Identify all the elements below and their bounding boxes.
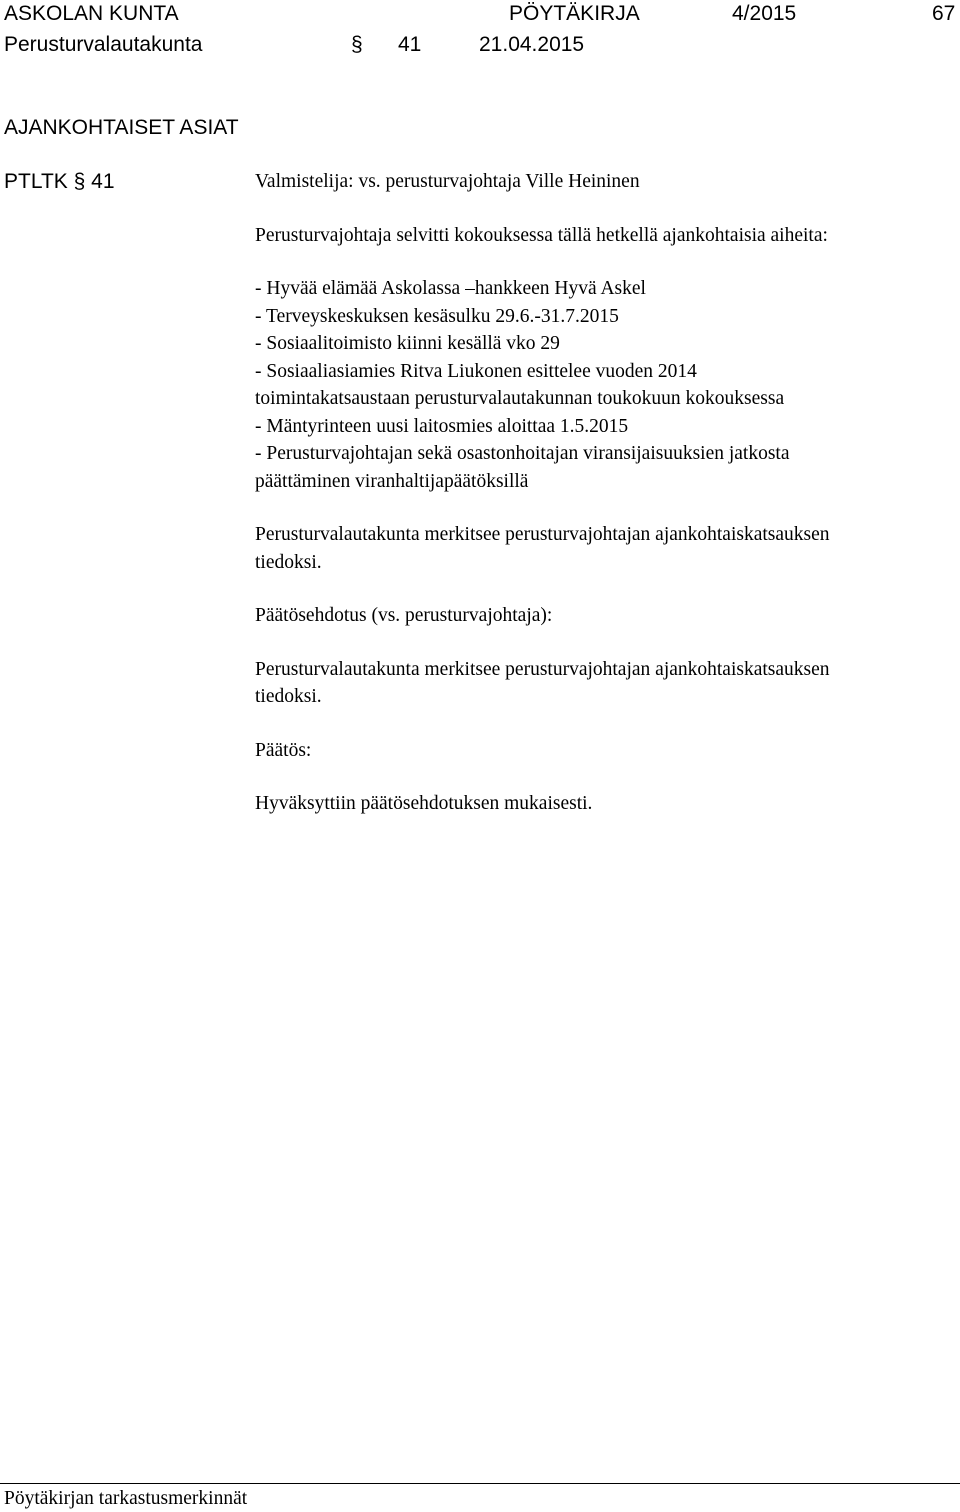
body-line: - Hyvää elämää Askolassa –hankkeen Hyvä Askel	[255, 278, 646, 299]
body-line: tiedoksi.	[255, 686, 322, 707]
body-line: - Sosiaalitoimisto kiinni kesällä vko 29	[255, 333, 560, 354]
document-type: PÖYTÄKIRJA	[509, 2, 640, 25]
body-line: tiedoksi.	[255, 551, 322, 573]
paragraph-gap	[255, 249, 955, 275]
document-number: 4/2015	[732, 2, 797, 25]
section-code: PTLTK § 41	[4, 170, 115, 193]
section-symbol: §	[351, 33, 363, 56]
body-line: Päätösehdotus (vs. perusturvajohtaja):	[255, 605, 553, 626]
committee-name: Perusturvalautakunta	[4, 33, 203, 56]
body-line: - Perusturvajohtajan sekä osastonhoitajan viransijaisuuksien jatkosta	[255, 443, 790, 464]
paragraph-gap	[255, 711, 955, 737]
body-line: - Terveyskeskuksen kesäsulku 29.6.-31.7.2015	[255, 305, 619, 327]
meeting-date: 21.04.2015	[479, 33, 585, 56]
municipality-name: ASKOLAN KUNTA	[4, 2, 179, 25]
paragraph-gap	[255, 576, 955, 602]
section-number: 41	[398, 33, 422, 56]
paragraph-gap	[255, 630, 955, 656]
body-line: päättäminen viranhaltijapäätöksillä	[255, 470, 529, 492]
body-line: Päätös:	[255, 739, 312, 761]
paragraph-gap	[255, 495, 955, 521]
section-title: AJANKOHTAISET ASIAT	[4, 116, 239, 139]
body-line: - Mäntyrinteen uusi laitosmies aloittaa 1.5.2015	[255, 415, 629, 437]
body-line: Perusturvalautakunta merkitsee perusturvajohtajan ajankohtaiskatsauksen	[255, 524, 830, 545]
body-line: Valmistelija: vs. perusturvajohtaja Ville Heininen	[255, 171, 640, 192]
paragraph-gap	[255, 196, 955, 222]
footer-label: Pöytäkirjan tarkastusmerkinnät	[4, 1488, 248, 1509]
body-line: - Sosiaaliasiamies Ritva Liukonen esittelee vuoden 2014	[255, 360, 697, 382]
body-line: toimintakatsaustaan perusturvalautakunnan toukokuun kokouksessa	[255, 388, 785, 409]
minutes-body	[255, 168, 955, 818]
paragraph-gap	[255, 764, 955, 790]
footer-divider	[0, 1483, 960, 1484]
body-line: Perusturvalautakunta merkitsee perusturvajohtajan ajankohtaiskatsauksen	[255, 658, 830, 680]
body-line: Perusturvajohtaja selvitti kokouksessa tällä hetkellä ajankohtaisia aiheita:	[255, 224, 828, 246]
body-line: Hyväksyttiin päätösehdotuksen mukaisesti.	[255, 793, 593, 814]
page-number: 67	[932, 2, 956, 25]
